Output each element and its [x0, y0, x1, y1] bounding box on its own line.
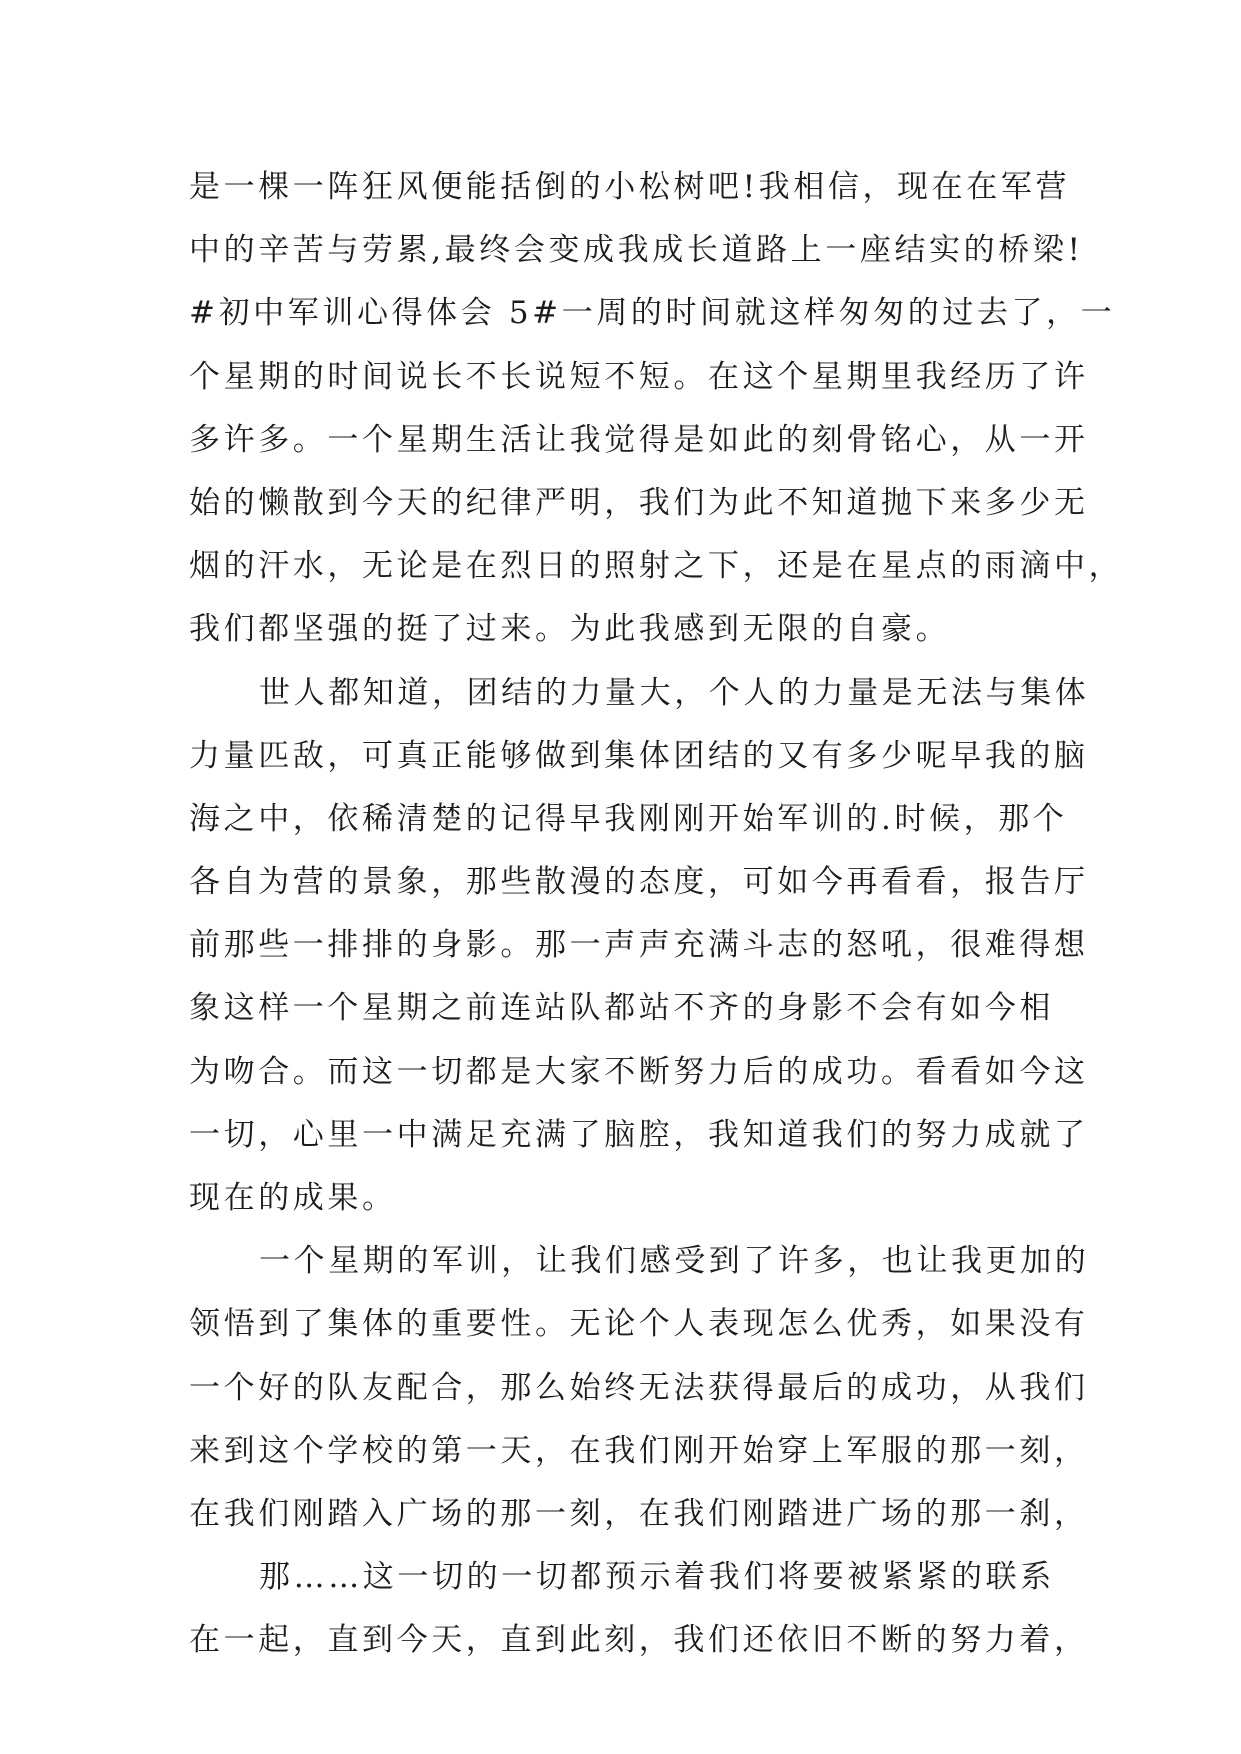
text-line: 一切，心里一中满足充满了脑腔，我知道我们的努力成就了: [189, 1116, 1089, 1153]
text-line: #初中军训心得体会 5#一周的时间就这样匆匆的过去了，一: [189, 295, 1116, 332]
text-line: 中的辛苦与劳累,最终会变成我成长道路上一座结实的桥梁!: [189, 232, 1084, 269]
text-line: 来到这个学校的第一天，在我们刚开始穿上军服的那一刻，: [189, 1432, 1089, 1469]
text-line: 现在的成果。: [189, 1180, 397, 1216]
text-line: 在一起，直到今天，直到此刻，我们还依旧不断的努力着，: [189, 1622, 1089, 1659]
text-line: 一个星期的军训，让我们感受到了许多，也让我更加的: [259, 1243, 1090, 1280]
text-line: 为吻合。而这一切都是大家不断努力后的成功。看看如今这: [189, 1053, 1089, 1090]
text-line: 我们都坚强的挺了过来。为此我感到无限的自豪。: [189, 611, 951, 648]
text-line: 领悟到了集体的重要性。无论个人表现怎么优秀，如果没有: [189, 1306, 1089, 1343]
text-line: 是一棵一阵狂风便能括倒的小松树吧!我相信，现在在军营: [189, 169, 1071, 205]
text-line: 力量匹敌，可真正能够做到集体团结的又有多少呢早我的脑: [189, 737, 1089, 774]
text-line: 那……这一切的一切都预示着我们将要被紧紧的联系: [259, 1559, 1055, 1596]
text-line: 烟的汗水，无论是在烈日的照射之下，还是在星点的雨滴中，: [189, 548, 1124, 585]
document-body: [189, 156, 1124, 1673]
text-line: 多许多。一个星期生活让我觉得是如此的刻骨铭心，从一开: [189, 421, 1089, 458]
text-line: 在我们刚踏入广场的那一刻，在我们刚踏进广场的那一刹，: [189, 1495, 1089, 1532]
text-line: 前那些一排排的身影。那一声声充满斗志的怒吼，很难得想: [189, 927, 1089, 964]
text-line: 世人都知道，团结的力量大，个人的力量是无法与集体: [259, 674, 1090, 711]
text-line: 海之中，依稀清楚的记得早我刚刚开始军训的.时候，那个: [189, 800, 1068, 837]
text-line: 个星期的时间说长不长说短不短。在这个星期里我经历了许: [189, 358, 1089, 395]
text-line: 象这样一个星期之前连站队都站不齐的身影不会有如今相: [189, 990, 1054, 1027]
text-line: 各自为营的景象，那些散漫的态度，可如今再看看，报告厅: [189, 864, 1089, 901]
text-line: 始的懒散到今天的纪律严明，我们为此不知道抛下来多少无: [189, 484, 1089, 521]
text-line: 一个好的队友配合，那么始终无法获得最后的成功，从我们: [189, 1369, 1089, 1406]
